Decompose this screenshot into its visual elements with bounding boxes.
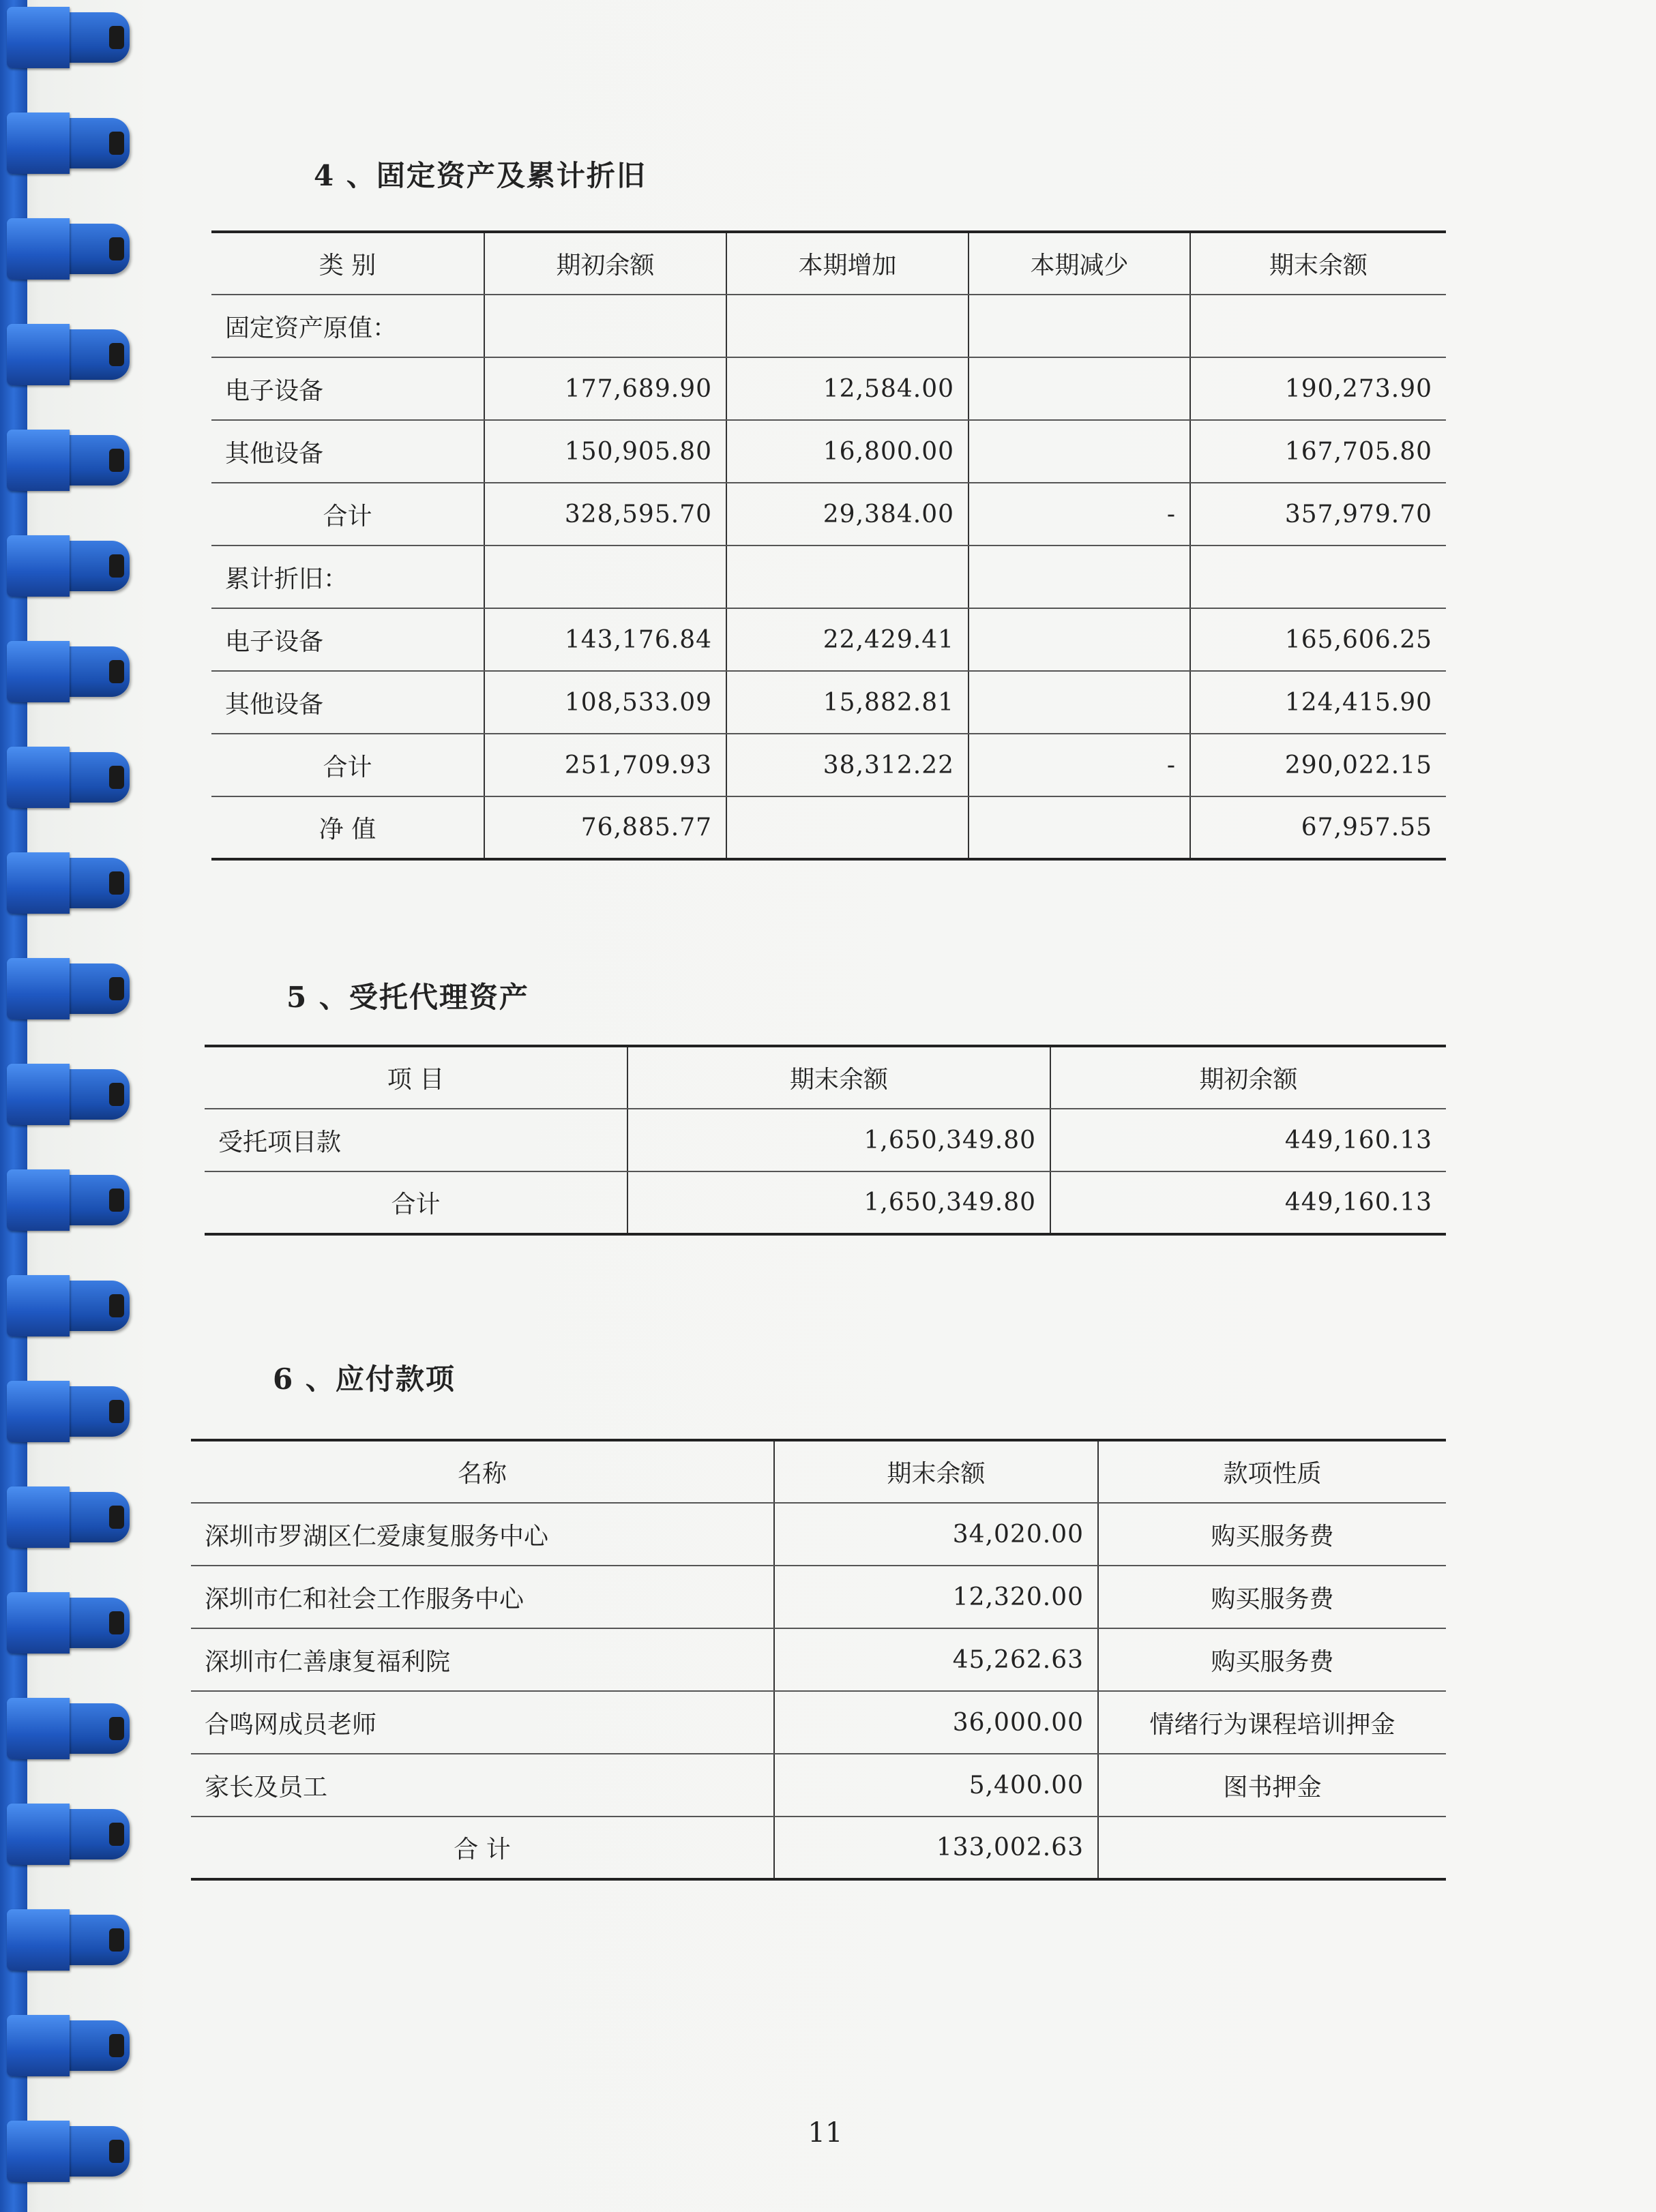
binding-ring bbox=[7, 430, 130, 491]
cell-value: 36,000.00 bbox=[774, 1691, 1098, 1754]
row-label: 其他设备 bbox=[211, 420, 484, 483]
cell-value: 29,384.00 bbox=[726, 483, 969, 545]
table-row bbox=[211, 420, 1446, 483]
table-row bbox=[211, 608, 1446, 671]
binding-ring bbox=[7, 1909, 130, 1971]
cell-value bbox=[484, 295, 726, 357]
cell-value: 449,160.13 bbox=[1050, 1109, 1446, 1171]
table-row bbox=[191, 1754, 1446, 1817]
table-row bbox=[211, 483, 1446, 545]
binding-ring bbox=[7, 641, 130, 702]
cell-value: 133,002.63 bbox=[774, 1817, 1098, 1879]
cell-value: 购买服务费 bbox=[1098, 1628, 1446, 1691]
cell-value: 357,979.70 bbox=[1190, 483, 1446, 545]
cell-value: 情绪行为课程培训押金 bbox=[1098, 1691, 1446, 1754]
table-row bbox=[211, 671, 1446, 734]
binding-ring bbox=[7, 113, 130, 174]
spiral-binding bbox=[0, 0, 136, 2212]
binding-ring bbox=[7, 218, 130, 280]
cell-value: 108,533.09 bbox=[484, 671, 726, 734]
cell-value bbox=[1190, 545, 1446, 608]
binding-ring bbox=[7, 1592, 130, 1654]
row-label: 合鸣网成员老师 bbox=[191, 1691, 774, 1754]
cell-value: 45,262.63 bbox=[774, 1628, 1098, 1691]
row-label: 深圳市仁和社会工作服务中心 bbox=[191, 1566, 774, 1628]
header-name: 名称 bbox=[191, 1440, 774, 1503]
cell-value: 165,606.25 bbox=[1190, 608, 1446, 671]
cell-value: 12,320.00 bbox=[774, 1566, 1098, 1628]
cell-value: 167,705.80 bbox=[1190, 420, 1446, 483]
cell-value: 16,800.00 bbox=[726, 420, 969, 483]
row-label: 电子设备 bbox=[211, 357, 484, 420]
row-label: 合 计 bbox=[191, 1817, 774, 1879]
table-row bbox=[211, 734, 1446, 796]
cell-value bbox=[969, 295, 1190, 357]
cell-value bbox=[969, 608, 1190, 671]
cell-value bbox=[726, 545, 969, 608]
cell-value bbox=[726, 796, 969, 859]
row-label: 累计折旧： bbox=[211, 545, 484, 608]
fixed-assets-table bbox=[211, 230, 1446, 861]
binding-ring bbox=[7, 1381, 130, 1442]
section-5-title: 5 、受托代理资产 bbox=[286, 981, 529, 1014]
row-label: 固定资产原值： bbox=[211, 295, 484, 357]
binding-ring bbox=[7, 324, 130, 385]
table-row bbox=[191, 1503, 1446, 1566]
row-label: 受托项目款 bbox=[205, 1109, 627, 1171]
binding-ring bbox=[7, 1169, 130, 1231]
row-label: 合计 bbox=[211, 734, 484, 796]
cell-value: 5,400.00 bbox=[774, 1754, 1098, 1817]
header-category: 类 别 bbox=[211, 232, 484, 295]
table-row bbox=[191, 1628, 1446, 1691]
binding-ring bbox=[7, 1486, 130, 1548]
row-label: 家长及员工 bbox=[191, 1754, 774, 1817]
section-6-title: 6 、应付款项 bbox=[273, 1362, 456, 1396]
cell-value: 购买服务费 bbox=[1098, 1566, 1446, 1628]
cell-value bbox=[969, 545, 1190, 608]
table-row bbox=[211, 357, 1446, 420]
cell-value: 150,905.80 bbox=[484, 420, 726, 483]
row-label: 深圳市罗湖区仁爱康复服务中心 bbox=[191, 1503, 774, 1566]
table-row bbox=[205, 1109, 1446, 1171]
table-row bbox=[211, 545, 1446, 608]
cell-value: 190,273.90 bbox=[1190, 357, 1446, 420]
cell-value: 34,020.00 bbox=[774, 1503, 1098, 1566]
binding-ring bbox=[7, 1275, 130, 1336]
binding-ring bbox=[7, 1698, 130, 1759]
row-label: 电子设备 bbox=[211, 608, 484, 671]
header-item: 项 目 bbox=[205, 1046, 627, 1109]
row-label: 其他设备 bbox=[211, 671, 484, 734]
header-opening-balance: 期初余额 bbox=[1050, 1046, 1446, 1109]
header-closing-balance: 期末余额 bbox=[1190, 232, 1446, 295]
cell-value: 15,882.81 bbox=[726, 671, 969, 734]
section-4-title: 4 、固定资产及累计折旧 bbox=[314, 159, 647, 192]
cell-value: - bbox=[969, 483, 1190, 545]
binding-ring bbox=[7, 2121, 130, 2182]
binding-ring bbox=[7, 1064, 130, 1125]
table-row bbox=[205, 1171, 1446, 1234]
cell-value bbox=[1098, 1817, 1446, 1879]
cell-value: 1,650,349.80 bbox=[627, 1171, 1050, 1234]
cell-value bbox=[484, 545, 726, 608]
page-number: 11 bbox=[808, 2117, 843, 2149]
table-header-row bbox=[191, 1440, 1446, 1503]
binding-ring bbox=[7, 958, 130, 1019]
cell-value: 143,176.84 bbox=[484, 608, 726, 671]
cell-value: 图书押金 bbox=[1098, 1754, 1446, 1817]
cell-value bbox=[969, 357, 1190, 420]
cell-value bbox=[969, 671, 1190, 734]
cell-value: 290,022.15 bbox=[1190, 734, 1446, 796]
table-row bbox=[191, 1817, 1446, 1879]
binding-ring bbox=[7, 7, 130, 68]
cell-value: 449,160.13 bbox=[1050, 1171, 1446, 1234]
cell-value: 67,957.55 bbox=[1190, 796, 1446, 859]
table-header-row bbox=[205, 1046, 1446, 1109]
cell-value: 22,429.41 bbox=[726, 608, 969, 671]
header-closing-balance: 期末余额 bbox=[774, 1440, 1098, 1503]
binding-ring bbox=[7, 747, 130, 808]
cell-value: 328,595.70 bbox=[484, 483, 726, 545]
cell-value: - bbox=[969, 734, 1190, 796]
table-header-row bbox=[211, 232, 1446, 295]
header-increase: 本期增加 bbox=[726, 232, 969, 295]
cell-value: 购买服务费 bbox=[1098, 1503, 1446, 1566]
cell-value bbox=[1190, 295, 1446, 357]
cell-value: 251,709.93 bbox=[484, 734, 726, 796]
cell-value bbox=[969, 796, 1190, 859]
binding-ring bbox=[7, 852, 130, 914]
cell-value: 124,415.90 bbox=[1190, 671, 1446, 734]
payables-table bbox=[191, 1439, 1446, 1881]
cell-value bbox=[726, 295, 969, 357]
cell-value: 38,312.22 bbox=[726, 734, 969, 796]
cell-value: 1,650,349.80 bbox=[627, 1109, 1050, 1171]
row-label: 合计 bbox=[205, 1171, 627, 1234]
cell-value bbox=[969, 420, 1190, 483]
cell-value: 12,584.00 bbox=[726, 357, 969, 420]
entrusted-assets-table bbox=[205, 1045, 1446, 1236]
header-opening-balance: 期初余额 bbox=[484, 232, 726, 295]
cell-value: 76,885.77 bbox=[484, 796, 726, 859]
table-row bbox=[191, 1691, 1446, 1754]
binding-ring bbox=[7, 2015, 130, 2076]
cell-value: 177,689.90 bbox=[484, 357, 726, 420]
table-row bbox=[191, 1566, 1446, 1628]
row-label: 合计 bbox=[211, 483, 484, 545]
header-decrease: 本期减少 bbox=[969, 232, 1190, 295]
table-row bbox=[211, 796, 1446, 859]
header-nature: 款项性质 bbox=[1098, 1440, 1446, 1503]
row-label: 净 值 bbox=[211, 796, 484, 859]
table-row bbox=[211, 295, 1446, 357]
binding-ring bbox=[7, 1804, 130, 1865]
binding-ring bbox=[7, 535, 130, 597]
row-label: 深圳市仁善康复福利院 bbox=[191, 1628, 774, 1691]
header-closing-balance: 期末余额 bbox=[627, 1046, 1050, 1109]
